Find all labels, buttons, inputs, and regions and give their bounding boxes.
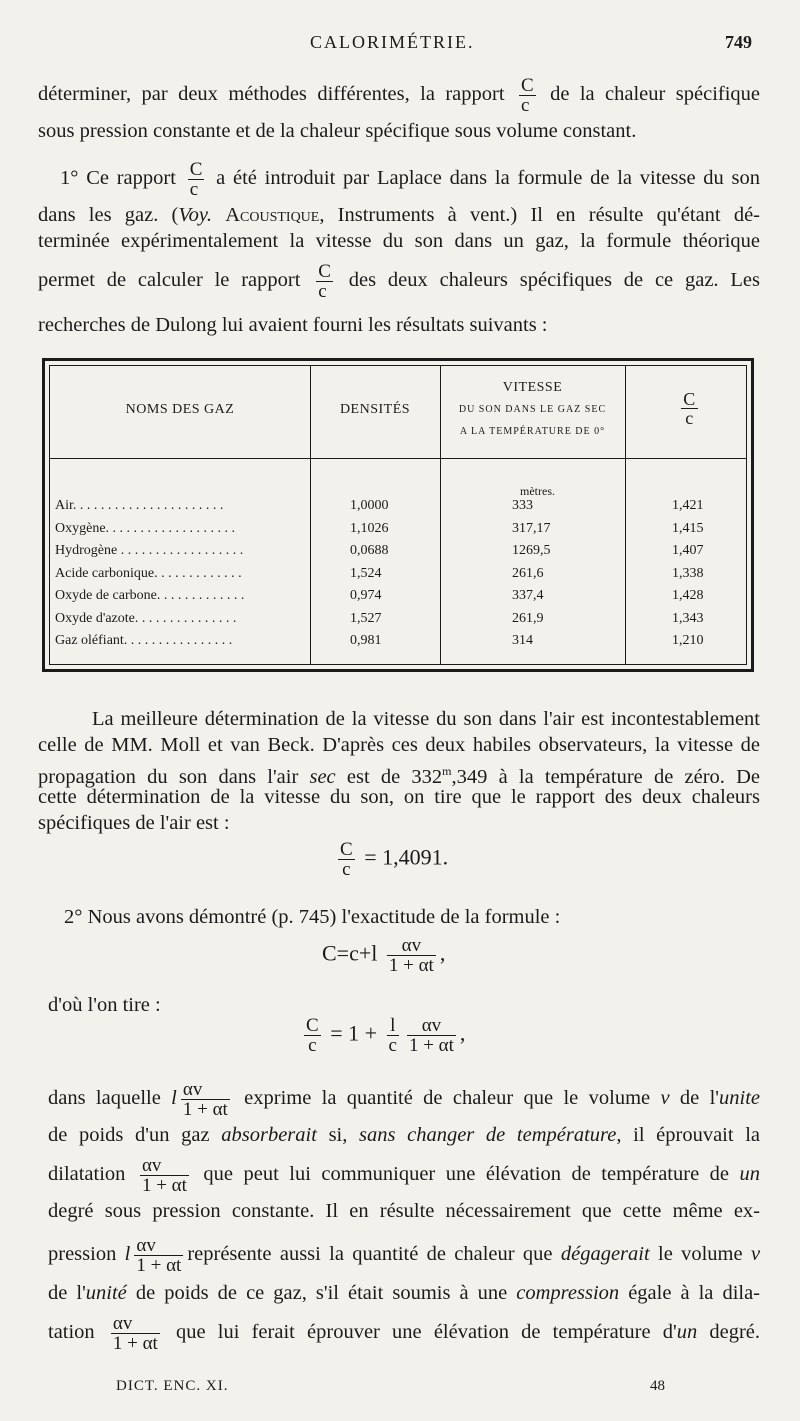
table-cell-density: 0,981	[350, 633, 382, 648]
table-cell-ratio: 1,338	[672, 565, 704, 581]
paragraph-line: dans laquelle l $\frac{\alpha v}{1 + \alpha t}$ exprime la quantité de chaleur que le volume v de l'unite	[48, 1079, 760, 1120]
paragraph-line: cette détermination de la vitesse du son, on tire que le rapport des deux chaleurs	[38, 786, 760, 808]
table-cell-density: 1,527	[350, 610, 382, 626]
paragraph-line: celle de MM. Moll et van Beck. D'après ces deux habiles observateurs, la vitesse de	[38, 734, 760, 756]
fraction: $\frac{C}{c}$	[520, 75, 534, 116]
table-header-speed: VITESSE	[502, 380, 563, 395]
footer-sheet-number: 48	[650, 1378, 665, 1394]
table-cell-speed: 261,6	[512, 565, 544, 581]
table-cell-ratio: 1,343	[672, 610, 704, 626]
paragraph-line: terminée expérimentalement la vitesse du son dans un gaz, la formule théorique	[38, 230, 760, 252]
table-header-speed-sub: DU SON DANS LE GAZ SEC	[458, 404, 607, 415]
table-cell-speed: 261,9	[512, 610, 544, 626]
table-header-speed-sub: A LA TEMPÉRATURE DE 0°	[459, 426, 606, 437]
paragraph-line: de l'unité de poids de ce gaz, s'il était soumis à une compression égale à la dila-	[48, 1282, 761, 1304]
paragraph-line: de poids d'un gaz absorberait si, sans changer de température, il éprouvait la	[48, 1124, 761, 1146]
data-table	[42, 358, 754, 672]
table-cell-gas: Gaz oléfiant. . . . . . . . . . . . . . . .	[55, 633, 233, 648]
running-head	[0, 32, 800, 56]
table-cell-density: 0,0688	[350, 543, 389, 558]
table-cell-ratio: 1,415	[672, 520, 704, 536]
paragraph-line: 1° Ce rapport $\frac{C}{c}$ a été introduit par Laplace dans la formule de la vitesse du son	[60, 159, 761, 200]
table-cell-density: 1,0000	[350, 498, 389, 513]
paragraph-line: propagation du son dans l'air sec est de 332$^m$,349 à la température de zéro. De	[38, 764, 761, 788]
table-cell-ratio: 1,210	[672, 633, 704, 648]
table-cell-speed: 1269,5	[512, 543, 551, 558]
paragraph-line: tation $\frac{\alpha v}{1 + \alpha t}$ que lui ferait éprouver une élévation de température d'un degré.	[48, 1313, 761, 1354]
table-cell-ratio: 1,407	[672, 543, 704, 558]
paragraph-line: degré sous pression constante. Il en résulte nécessairement que cette même ex-	[48, 1200, 760, 1222]
paragraph-line: déterminer, par deux méthodes différentes, la rapport $\frac{C}{c}$ de la chaleur spécifique	[38, 75, 761, 116]
table-cell-gas: Oxyde d'azote. . . . . . . . . . . . . . .	[55, 610, 237, 626]
table-cell-speed: 337,4	[512, 588, 544, 603]
running-title: CALORIMÉTRIE.	[310, 32, 475, 52]
paragraph-line: d'où l'on tire :	[48, 994, 161, 1016]
table-cell-density: 1,524	[350, 565, 382, 581]
equation: C=c+l $\frac{\alpha v}{1 + \alpha t}$ ,	[322, 935, 446, 976]
table-cell-speed: 314	[512, 633, 533, 648]
table-cell-gas: Air. . . . . . . . . . . . . . . . . . . . . .	[55, 498, 224, 513]
equation: $\frac{C}{c}$ = 1,4091.	[340, 839, 449, 880]
paragraph-line: permet de calculer le rapport $\frac{C}{c}$ des deux chaleurs spécifiques de ce gaz. Les	[38, 261, 760, 302]
equation: $\frac{C}{c}$ = 1 + $\frac{l}{c}$ $\frac{\alpha v}{1 + \alpha t}$ ,	[306, 1015, 466, 1056]
paragraph-line: sous pression constante et de la chaleur spécifique sous volume constant.	[38, 120, 637, 142]
paragraph-line: spécifiques de l'air est :	[38, 812, 230, 834]
unit-label: mètres.	[520, 484, 555, 498]
paragraph-line: La meilleure détermination de la vitesse du son dans l'air est incontestablement	[92, 708, 760, 730]
table-cell-density: 0,974	[350, 588, 382, 603]
paragraph-line: recherches de Dulong lui avaient fourni les résultats suivants :	[38, 314, 548, 336]
paragraph-line: pression l $\frac{\alpha v}{1 + \alpha t}$ représente aussi la quantité de chaleur que dégagerait le volume v	[48, 1235, 761, 1276]
table-cell-speed: 317,17	[512, 520, 551, 536]
table-cell-density: 1,1026	[350, 520, 389, 536]
page-number: 749	[725, 32, 752, 52]
paragraph-line: dans les gaz. (Voy. Acoustique, Instruments à vent.) Il en résulte qu'étant dé-	[38, 204, 761, 226]
paragraph-line: 2° Nous avons démontré (p. 745) l'exactitude de la formule :	[64, 906, 561, 928]
fraction: $\frac{C}{c}$	[318, 261, 331, 302]
footer-signature: DICT. ENC. XI.	[116, 1378, 229, 1394]
table-header-ratio: $\frac{C}{c}$	[683, 389, 696, 428]
paragraph-line: dilatation $\frac{\alpha v}{1 + \alpha t}$ que peut lui communiquer une élévation de température de un	[48, 1155, 761, 1196]
table-cell-ratio: 1,421	[672, 498, 704, 513]
table-header-gas: NOMS DES GAZ	[125, 402, 235, 417]
table-cell-gas: Hydrogène . . . . . . . . . . . . . . . . . .	[55, 543, 244, 558]
table-cell-ratio: 1,428	[672, 588, 704, 603]
table-cell-gas: Acide carbonique. . . . . . . . . . . . .	[55, 565, 242, 581]
table-cell-speed: 333	[512, 498, 533, 513]
table-cell-gas: Oxyde de carbone. . . . . . . . . . . . .	[55, 588, 245, 603]
fraction: $\frac{C}{c}$	[189, 159, 203, 200]
table-cell-gas: Oxygène. . . . . . . . . . . . . . . . . . .	[55, 520, 236, 536]
table-header-density: DENSITÉS	[339, 402, 411, 417]
